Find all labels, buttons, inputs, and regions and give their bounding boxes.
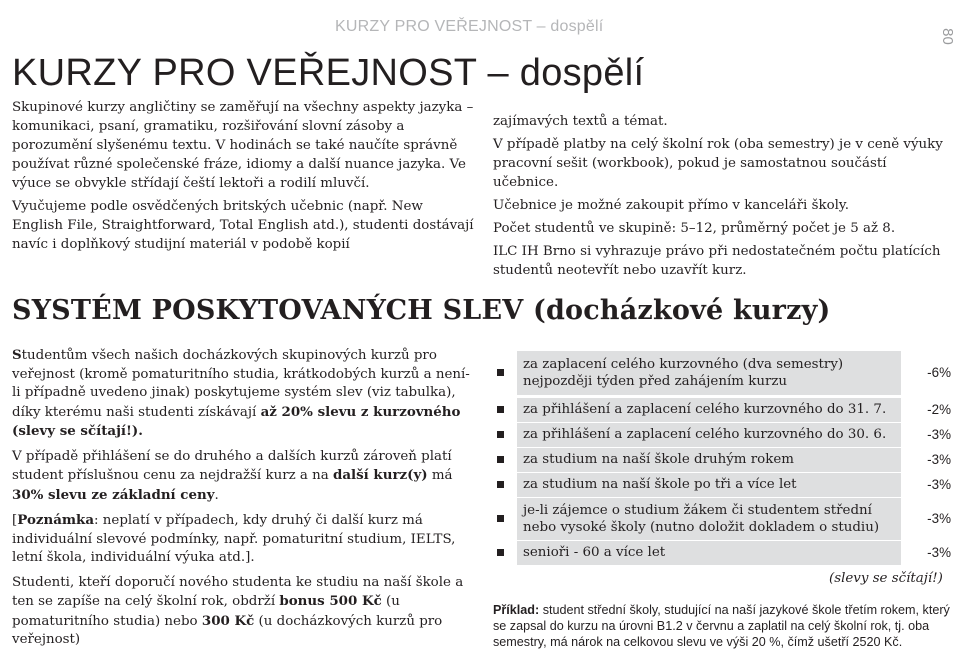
- intro-paragraph: Skupinové kurzy angličtiny se zaměřují na všechny aspekty jazyka – komunikaci, psaní, gramatiku, rozšiřování slovní zásoby a porozumění slyšenému textu. V hodinách se také naučíte správně používat různé společenské fráze, idiomy a další nuance jazyka. Ve výuce se obvykle střídají čeští lektoři a rodilí mluvčí.: [12, 100, 474, 191]
- text-span: V případě přihlášení se do druhého a dalších kurzů zároveň platí student příslušnou cenu za nejdražší kurz a na: [12, 448, 452, 483]
- text-span: .: [214, 487, 219, 503]
- discount-row: [497, 498, 955, 540]
- discount-label: za studium na naší škole druhým rokem: [517, 448, 903, 472]
- page-number: 80: [939, 28, 957, 45]
- discount-value: -3%: [927, 545, 951, 560]
- text-span: má: [427, 468, 453, 483]
- discount-row: [497, 541, 955, 565]
- intro-paragraph: Učebnice je možné zakoupit přímo v kanceláři školy.: [493, 198, 849, 213]
- discount-label: za zaplacení celého kurzovného (dva semestry) nejpozději týden před zahájením kurzu: [517, 351, 903, 395]
- square-bullet-icon: [497, 515, 517, 522]
- square-bullet-icon: [497, 481, 517, 488]
- discount-value: -3%: [927, 477, 951, 492]
- discount-value: -3%: [927, 511, 951, 526]
- text-span: (u pomaturitního studia) nebo: [12, 594, 400, 629]
- discount-row: [497, 448, 955, 472]
- square-bullet-icon: [497, 369, 517, 376]
- discount-paragraph-2: [12, 448, 478, 506]
- discount-value: -3%: [927, 427, 951, 442]
- discount-table: [497, 351, 955, 565]
- square-bullet-icon: [497, 549, 517, 556]
- discount-value: -6%: [927, 365, 951, 380]
- intro-paragraph: Vyučujeme podle osvědčených britských učebnic (např. New English File, Straightforward, Total English atd.), studenti dostávají navíc i doplňkový studijní materiál v podobě kopií: [12, 199, 474, 252]
- section-title: SYSTÉM POSKYTOVANÝCH SLEV (docházkové kurzy): [12, 295, 831, 326]
- text-span: (u docházkových kurzů pro veřejnost): [12, 613, 443, 647]
- intro-paragraph: zajímavých textů a témat.: [493, 114, 668, 129]
- example-label: Příklad:: [493, 603, 540, 617]
- discount-value: -2%: [927, 402, 951, 417]
- text-span: tudentům všech našich docházkových skupinových kurzů pro veřejnost (kromě pomaturitního studia, krátkodobých kurzů a není-li případně uvedeno jinak) poskytujeme systém slev (viz tabulka), díky kterému naši studenti získávají: [12, 348, 470, 420]
- square-bullet-icon: [497, 406, 517, 413]
- drop-cap: S: [12, 347, 22, 363]
- discount-paragraph-3: [12, 511, 478, 568]
- intro-right-column: [493, 112, 955, 284]
- discount-paragraph-1: [12, 346, 478, 442]
- discount-label: za přihlášení a zaplacení celého kurzovného do 31. 7.: [517, 398, 903, 422]
- discount-label: senioři - 60 a více let: [517, 541, 903, 565]
- text-span: Studenti, kteří doporučí nového studenta ke studiu na naší škole a ten se zapíše na celý školní rok, obdrží: [12, 574, 464, 609]
- intro-paragraph: ILC IH Brno si vyhrazuje právo při nedostatečném počtu platících studentů neotevřít nebo uzavřít kurz.: [493, 244, 941, 278]
- emphasis: bonus 500 Kč: [279, 593, 382, 609]
- intro-paragraph: Počet studentů ve skupině: 5–12, průměrný počet je 5 až 8.: [493, 221, 896, 236]
- discount-row: [497, 473, 955, 497]
- intro-paragraph: V případě platby na celý školní rok (oba semestry) je v ceně výuky pracovní sešit (workbook), pokud je samostatnou součástí učebnice.: [493, 137, 943, 190]
- running-head: KURZY PRO VEŘEJNOST – dospělí: [335, 18, 604, 35]
- square-bullet-icon: [497, 431, 517, 438]
- discount-label: je-li zájemce o studium žákem či studentem střední nebo vysoké školy (nutno doložit dokladem o studiu): [517, 498, 903, 540]
- discount-note: (slevy se sčítají!): [829, 571, 943, 586]
- example-paragraph: [493, 603, 957, 650]
- discount-value: -3%: [927, 452, 951, 467]
- emphasis: 30% slevu ze základní ceny: [12, 486, 215, 503]
- discount-row: [497, 398, 955, 422]
- discount-label: za přihlášení a zaplacení celého kurzovného do 30. 6.: [517, 423, 903, 447]
- discount-description: [12, 346, 478, 656]
- emphasis: Poznámka: [17, 512, 95, 528]
- emphasis: 300 Kč: [201, 612, 255, 629]
- square-bullet-icon: [497, 456, 517, 463]
- discount-label: za studium na naší škole po tři a více let: [517, 473, 903, 497]
- discount-row: [497, 423, 955, 447]
- page-title: KURZY PRO VEŘEJNOST – dospělí: [12, 52, 645, 94]
- discount-paragraph-4: [12, 574, 478, 650]
- emphasis: až 20% slevu z kurzovného (slevy se sčítají!).: [12, 403, 461, 439]
- emphasis: další kurz(y): [333, 467, 428, 483]
- discount-row: [497, 351, 955, 395]
- example-text: student střední školy, studující na naší jazykové škole třetím rokem, který se zapsal do kurzu na úrovni B1.2 v červnu a zaplatil na celý školní rok, tj. oba semestry, má nárok na celkovou slevu ve výši 20 %, čímž ušetří 2520 Kč.: [493, 603, 950, 649]
- text-span: : neplatí v případech, kdy druhý či další kurz má individuální slevové podmínky, např. pomaturitní studium, IELTS, letní škola, individuální výuka atd.].: [12, 513, 456, 565]
- text-span: [: [12, 513, 18, 528]
- intro-left-column: [12, 98, 476, 258]
